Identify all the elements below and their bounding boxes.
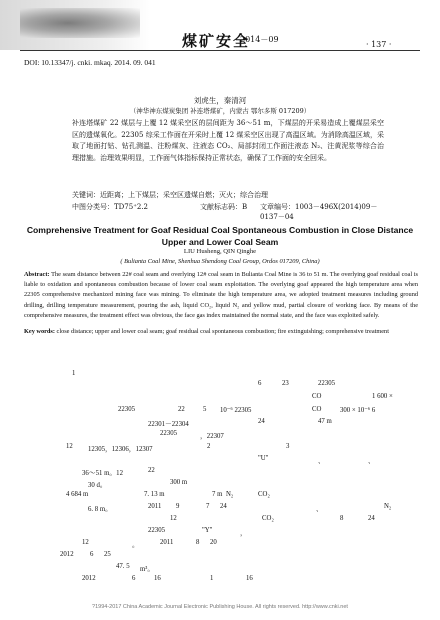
body-fragment: 24 xyxy=(258,418,265,425)
body-fragment: CO₂ xyxy=(262,515,274,522)
body-fragment: 1 600 × xyxy=(372,393,393,400)
body-fragment: N₂ xyxy=(384,503,392,510)
body-fragment: 300 × 10⁻⁶ 6 xyxy=(340,407,376,414)
body-fragment: 7 xyxy=(206,503,210,510)
masthead-decoration-icon xyxy=(20,8,140,38)
journal-masthead-logo xyxy=(0,0,150,50)
body-fragment: 5 xyxy=(203,406,207,413)
copyright-footer: ?1994-2017 China Academic Journal Electronic Publishing House. All rights reserved. http://www.cnki.net xyxy=(92,604,348,610)
body-fragment: 6. 8 m。 xyxy=(88,506,112,513)
clc-number: 中图分类号：TD75⁺2.2 xyxy=(72,203,149,211)
body-fragment: 22305 xyxy=(318,380,335,387)
en-keywords xyxy=(24,327,418,337)
body-fragment: CO xyxy=(312,393,322,400)
body-fragment: 8 xyxy=(340,515,344,522)
body-fragment: 12 xyxy=(170,515,177,522)
body-fragment: "Y" xyxy=(202,527,213,534)
en-keywords-label: Key words: xyxy=(24,328,55,335)
body-fragment: 12 xyxy=(82,539,89,546)
cn-abstract: 补连塔煤矿 22 煤层与上覆 12 煤采空区的层间距为 36～51 m，下煤层的开采易造成上覆煤层采空区的遗煤氧化。22305 综采工作面在开采时上覆 12 煤采空区出现了高温区域。为消除高温区域，采取了地面打钻、钻孔测温、注粉煤灰、注液态 CO₂、局部封闭工作面注液态 N₂、注黄泥浆等综合治理措施。治理效果明显，工作面气体指标保持正常状态，确保了工作面的安全回采。 xyxy=(72,119,384,162)
section-number: 1 xyxy=(72,370,76,377)
body-fragment: 。 xyxy=(132,542,139,549)
body-fragment: 25 xyxy=(104,551,111,558)
journal-name: 煤矿安全 xyxy=(182,32,251,50)
body-fragment: 10⁻⁶ 22305 xyxy=(220,407,252,414)
body-fragment: 12 xyxy=(66,443,73,450)
en-title xyxy=(0,224,440,248)
body-fragment: 22 xyxy=(148,467,155,474)
body-fragment: 9 xyxy=(176,503,180,510)
body-fragment: 、 xyxy=(368,458,375,465)
body-fragment: 22305 xyxy=(148,527,165,534)
en-title-line-1: Comprehensive Treatment for Goaf Residual Coal Spontaneous Combustion in Close Distance xyxy=(26,225,414,235)
body-fragment: 47. 5 xyxy=(116,563,130,570)
cn-affiliation: （神华神东煤炭集团 补连塔煤矿，内蒙古 鄂尔多斯 017209） xyxy=(129,107,311,115)
body-fragment: 16 xyxy=(154,575,161,582)
header-divider xyxy=(20,50,420,51)
body-fragment: 2 xyxy=(207,443,211,450)
body-fragment: m³。 xyxy=(140,566,155,573)
body-fragment: 6 xyxy=(258,380,262,387)
body-fragment: ， xyxy=(240,530,247,537)
body-fragment: 16 xyxy=(246,575,253,582)
body-fragment: 7. 13 m xyxy=(144,491,165,498)
body-fragment: CO₂ xyxy=(258,491,270,498)
body-fragment: 2012 xyxy=(82,575,96,582)
en-abstract-label: Abstract: xyxy=(24,271,50,278)
body-fragment: ，22307 xyxy=(200,433,224,440)
body-fragment: 36～51 m。12 xyxy=(82,470,123,477)
en-authors: LIU Husheng, QIN Qinghe xyxy=(183,248,257,255)
document-code: 文献标志码：B xyxy=(200,203,248,211)
en-title-line-2: Upper and Lower Coal Seam xyxy=(161,237,279,247)
body-fragment: 6 xyxy=(90,551,94,558)
cn-authors: 刘虎生，秦清河 xyxy=(193,96,247,105)
body-fragment: 22305 xyxy=(160,430,177,437)
body-fragment: 12305，12306，12307 xyxy=(88,446,153,453)
body-fragment: 24 xyxy=(368,515,375,522)
body-fragment: 、 xyxy=(316,506,323,513)
body-fragment: 、 xyxy=(318,458,325,465)
page-number: · 137 · xyxy=(366,40,392,49)
body-fragment: 2011 xyxy=(160,539,174,546)
body-fragment: 22301－22304 xyxy=(148,421,189,428)
body-fragment: 47 m xyxy=(318,418,332,425)
body-fragment: 3 xyxy=(286,443,290,450)
body-fragment: N₂ xyxy=(226,491,234,498)
en-abstract xyxy=(24,270,418,321)
journal-issue: 2014－09 xyxy=(240,35,279,44)
body-fragment: 2011 xyxy=(148,503,162,510)
body-fragment: 1 xyxy=(210,575,214,582)
body-fragment: 6 xyxy=(132,575,136,582)
body-fragment: 23 xyxy=(282,380,289,387)
body-fragment: 22305 xyxy=(118,406,135,413)
en-abstract-text: The seam distance between 22# coal seam and overlying 12# coal seam in Bulianta Coal Mine is 36 to 51 m. The overlying goaf residual coal is liable to oxidation and spontaneous combustion because of lower coal seam exploitation. The overlying goaf appeared the high temperature area when 22305 comprehensive mechanized mining face was mining. To eliminate the high temperature area, we adopted treatment measures including ground drilling, drilling temperature measurement, pouring the ash, liquid CO₂, liquid N₂ and yellow mud, partial closure of working face. By means of the comprehensive measures, the treatment effect was obvious, the face gas index maintained the normal state, and the face was exploited safely. xyxy=(24,271,418,319)
cn-keywords: 关键词：近距离；上下煤层；采空区遗煤自燃；灭火；综合治理 xyxy=(72,191,268,199)
doi[interactable]: DOI: 10.13347/j. cnki. mkaq. 2014. 09. 041 xyxy=(24,58,156,67)
classification-row xyxy=(72,202,384,221)
body-fragment: 7 m xyxy=(212,491,223,498)
body-fragment: 8 xyxy=(196,539,200,546)
body-fragment: CO xyxy=(312,406,322,413)
en-keywords-text: close distance; upper and lower coal seam; goaf residual coal spontaneous combustion; fire extinguishing; comprehensive treatment xyxy=(54,328,389,335)
body-fragment: 4 684 m xyxy=(66,491,89,498)
body-fragment: 24 xyxy=(220,503,227,510)
article-number: 文章编号：1003－496X(2014)09－0137－04 xyxy=(260,203,378,221)
body-fragment: 30 d。 xyxy=(88,482,107,489)
body-fragment: 20 xyxy=(210,539,217,546)
body-fragment: 2012 xyxy=(60,551,74,558)
body-fragment: 300 m xyxy=(170,479,188,486)
en-affiliation: ( Bulianta Coal Mine, Shenhua Shendong Coal Group, Ordos 017209, China) xyxy=(120,258,320,265)
body-fragment: 22 xyxy=(178,406,185,413)
body-fragment: "U" xyxy=(258,455,269,462)
